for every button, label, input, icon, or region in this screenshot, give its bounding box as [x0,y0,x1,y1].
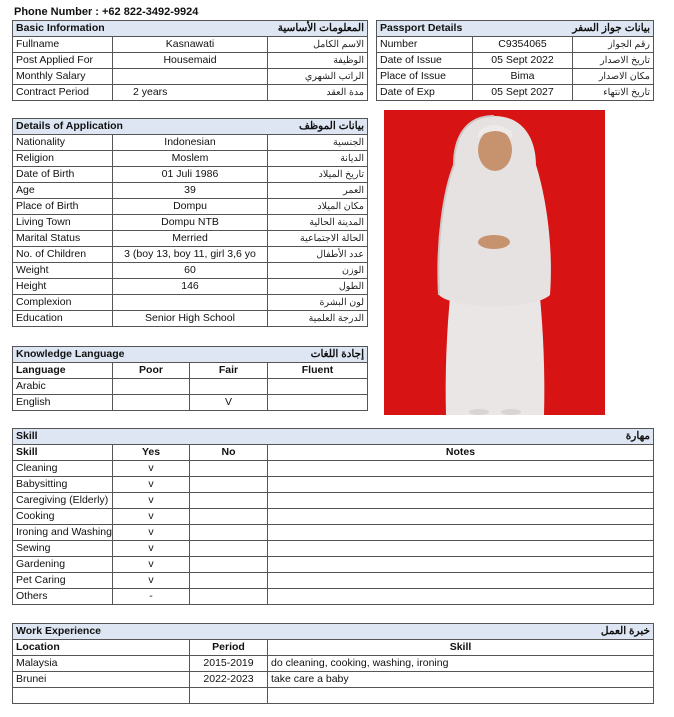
basic-info-table [12,20,368,101]
passport-table [376,20,654,101]
table-header-row: Language Poor Fair Fluent [13,363,368,379]
table-row: Pet Caring v [13,573,654,589]
table-header-row: Skill Yes No Notes [13,445,654,461]
table-row [13,688,654,704]
section-title: Basic Information [16,22,105,34]
table-row: Date of Birth 01 Juli 1986 تاريخ الميلاد [13,167,368,183]
table-row: Ironing and Washing v [13,525,654,541]
table-row: No. of Children 3 (boy 13, boy 11, girl 3,6 yo عدد الأطفال [13,247,368,263]
table-row: Number C9354065 رقم الجواز [377,37,654,53]
skill-header [13,429,654,445]
section-title-ar: إجادة اللغات [310,348,365,360]
section-title: Knowledge Language [16,348,125,360]
table-row: Caregiving (Elderly) v [13,493,654,509]
section-title-ar: بيانات الموظف [298,120,365,132]
table-row: Marital Status Merried الحالة الاجتماعية [13,231,368,247]
table-row: Place of Issue Bima مكان الاصدار [377,69,654,85]
section-title-ar: مهارة [625,430,651,442]
table-row: Others - [13,589,654,605]
details-header [13,119,368,135]
person-in-hijab-illustration [384,110,605,415]
table-row: Brunei 2022-2023 take care a baby [13,672,654,688]
table-row: Living Town Dompu NTB المدينة الحالية [13,215,368,231]
section-title-ar: المعلومات الأساسية [277,22,364,34]
table-row: Height 146 الطول [13,279,368,295]
table-row: Date of Issue 05 Sept 2022 تاريخ الاصدار [377,53,654,69]
phone-number: Phone Number : +62 822-3492-9924 [14,6,199,18]
table-row: Fullname Kasnawati الاسم الكامل [13,37,368,53]
section-title: Skill [16,430,38,442]
section-title-ar: بيانات جواز السفر [572,22,650,34]
passport-header [377,21,654,37]
table-row: Babysitting v [13,477,654,493]
table-row: Sewing v [13,541,654,557]
details-table [12,118,368,327]
applicant-photo [384,110,605,415]
skill-table [12,428,654,605]
table-row: Place of Birth Dompu مكان الميلاد [13,199,368,215]
table-row: Contract Period 2 years مدة العقد [13,85,368,101]
table-header-row: Location Period Skill [13,640,654,656]
table-row: Cooking v [13,509,654,525]
section-title: Details of Application [16,120,123,132]
table-row: Age 39 العمر [13,183,368,199]
basic-info-header [13,21,368,37]
table-row: Post Applied For Housemaid الوظيفة [13,53,368,69]
table-row: Weight 60 الوزن [13,263,368,279]
table-row: Gardening v [13,557,654,573]
table-row: Complexion لون البشرة [13,295,368,311]
table-row: Nationality Indonesian الجنسية [13,135,368,151]
language-header [13,347,368,363]
table-row: Malaysia 2015-2019 do cleaning, cooking, washing, ironing [13,656,654,672]
table-row: Arabic [13,379,368,395]
section-title-ar: خبرة العمل [600,625,650,637]
language-table [12,346,368,411]
section-title: Work Experience [16,625,102,637]
table-row: Monthly Salary الراتب الشهري [13,69,368,85]
table-row: Date of Exp 05 Sept 2027 تاريخ الانتهاء [377,85,654,101]
section-title: Passport Details [380,22,463,34]
table-row: Cleaning v [13,461,654,477]
work-experience-table [12,623,654,704]
table-row: Religion Moslem الديانة [13,151,368,167]
work-header [13,624,654,640]
table-row: English V [13,395,368,411]
table-row: Education Senior High School الدرجة العلمية [13,311,368,327]
